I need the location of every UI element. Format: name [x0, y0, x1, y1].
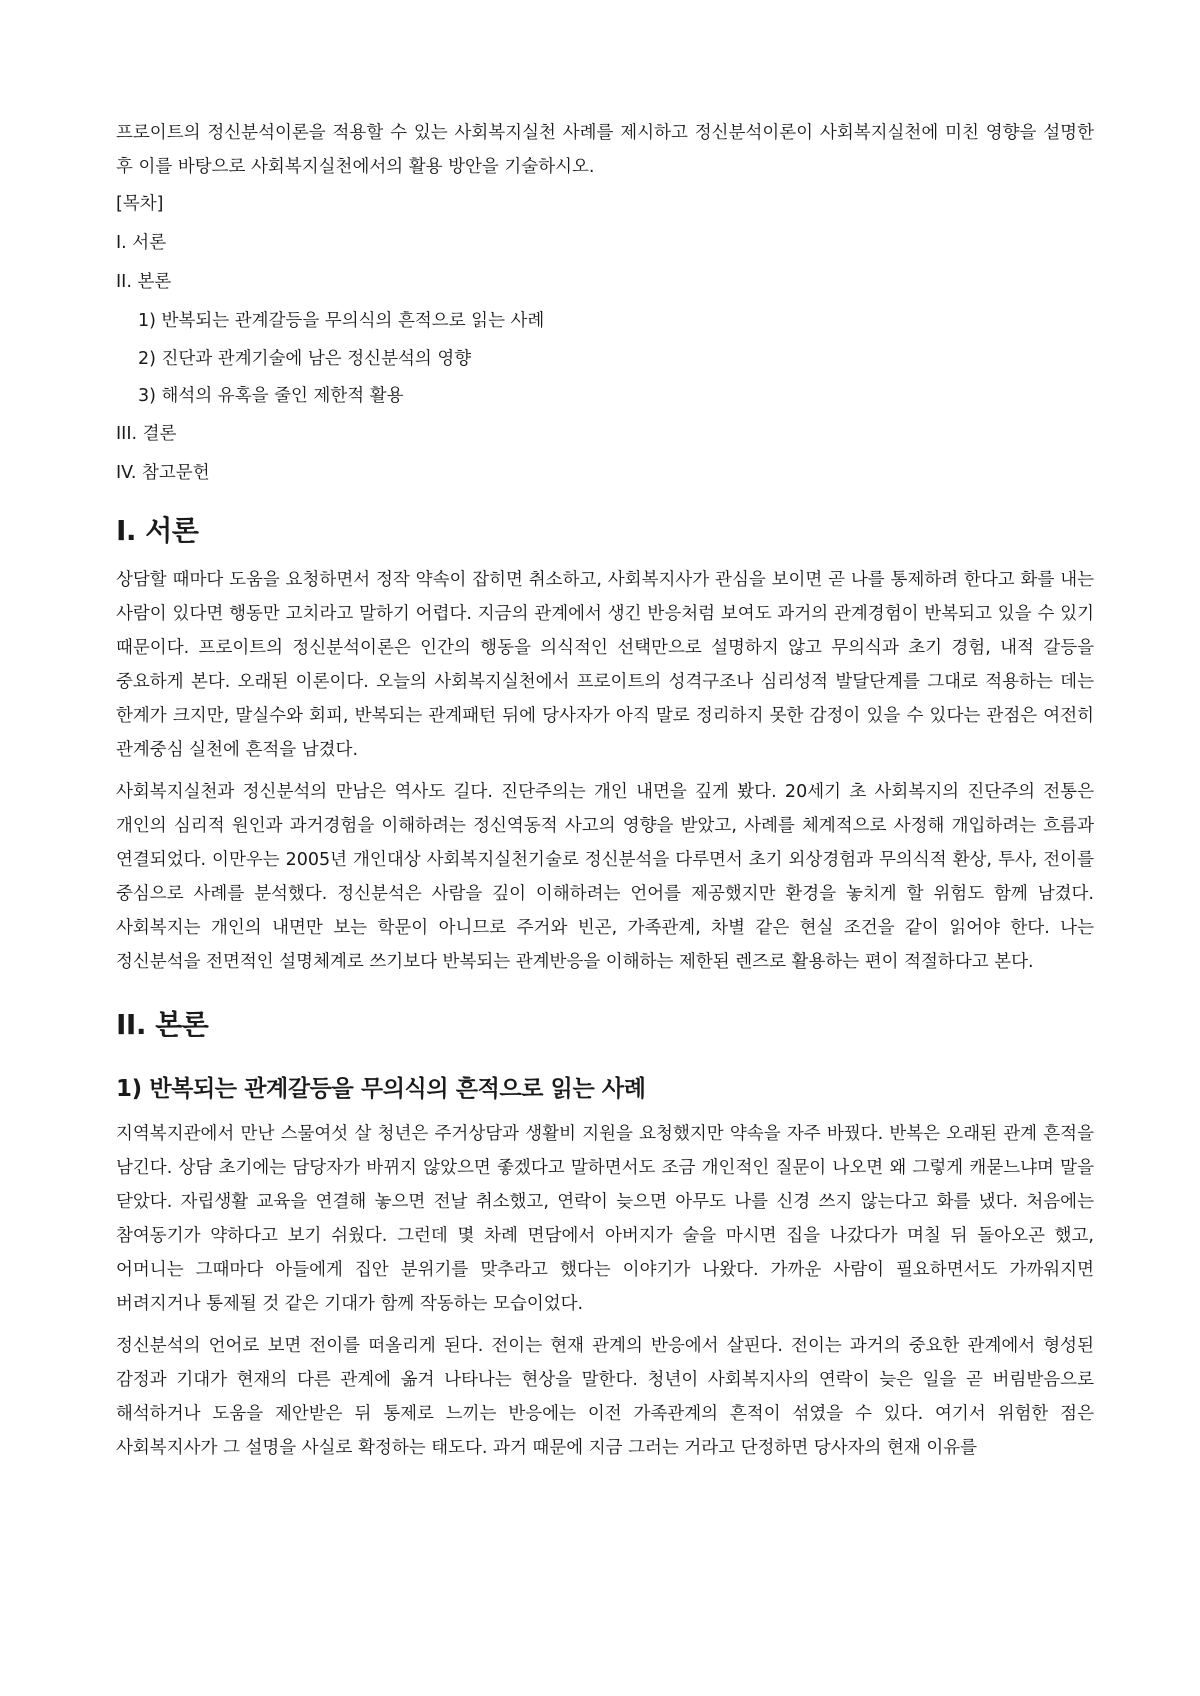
- section-1-paragraph: 정신분석의 언어로 보면 전이를 떠올리게 된다. 전이는 현재 관계의 반응에서 살핀다. 전이는 과거의 중요한 관계에서 형성된 감정과 기대가 현재의 다른 관계에 옮겨 나타나는 현상을 말한다. 청년이 사회복지사의 연락이 늦은 일을 곧 버림받음으로 해석하거나 도움을 제안받은 뒤 통제로 느끼는 반응에는 이전 가족관계의 흔적이 섞였을 수 있다. 여기서 위험한 점은 사회복지사가 그 설명을 사실로 확정하는 태도다. 과거 때문에 지금 그러는 거라고 단정하면 당사자의 현재 이유를: [116, 1335, 1094, 1458]
- toc-heading: [목차]: [116, 194, 164, 214]
- intro-paragraph: 사회복지실천과 정신분석의 만남은 역사도 길다. 진단주의는 개인 내면을 깊게 봤다. 20세기 초 사회복지의 진단주의 전통은 개인의 심리적 원인과 과거경험을 이해하려는 정신역동적 사고의 영향을 받았고, 사례를 체계적으로 사정해 개입하려는 흐름과 연결되었다. 이만우는 2005년 개인대상 사회복지실천기술로 정신분석을 다루면서 초기 외상경험과 무의식적 환상, 투사, 전이를 중심으로 사례를 분석했다. 정신분석은 사람을 깊이 이해하려는 언어를 제공했지만 환경을 놓치게 할 위험도 함께 남겼다. 사회복지는 개인의 내면만 보는 학문이 아니므로 주거와 빈곤, 가족관계, 차별 같은 현실 조건을 같이 읽어야 한다. 나는 정신분석을 전면적인 설명체계로 쓰기보다 반복되는 관계반응을 이해하는 제한된 렌즈로 활용하는 편이 적절하다고 본다.: [116, 781, 1094, 972]
- toc-item-intro: I. 서론: [116, 233, 167, 253]
- assignment-prompt: 프로이트의 정신분석이론을 적용할 수 있는 사회복지실천 사례를 제시하고 정신분석이론이 사회복지실천에 미친 영향을 설명한 후 이를 바탕으로 사회복지실천에서의 활용 방안을 기술하시오.: [116, 123, 1094, 177]
- toc-item-conclusion: III. 결론: [116, 423, 177, 444]
- intro-paragraph: 상담할 때마다 도움을 요청하면서 정작 약속이 잡히면 취소하고, 사회복지사가 관심을 보이면 곧 나를 통제하려 한다고 화를 내는 사람이 있다면 행동만 고치라고 말하기 어렵다. 지금의 관계에서 생긴 반응처럼 보여도 과거의 관계경험이 반복되고 있을 수 있기 때문이다. 프로이트의 정신분석이론은 인간의 행동을 의식적인 선택만으로 설명하지 않고 무의식과 초기 경험, 내적 갈등을 중요하게 본다. 오래된 이론이다. 오늘의 사회복지실천에서 프로이트의 성격구조나 심리성적 발달단계를 그대로 적용하는 데는 한계가 크지만, 말실수와 회피, 반복되는 관계패턴 뒤에 당사자가 아직 말로 정리하지 못한 감정이 있을 수 있다는 관점은 여전히 관계중심 실천에 흔적을 남겼다.: [116, 569, 1094, 760]
- table-of-contents: [116, 192, 1094, 485]
- document-page: [116, 116, 1094, 1473]
- body-heading: II. 본론: [116, 1007, 209, 1041]
- toc-subitem-2: 2) 진단과 관계기술에 남은 정신분석의 영향: [138, 348, 472, 369]
- intro-heading: I. 서론: [116, 513, 199, 547]
- toc-item-references: IV. 참고문헌: [116, 462, 210, 483]
- toc-subitem-3: 3) 해석의 유혹을 줄인 제한적 활용: [138, 386, 404, 406]
- section-1-paragraph: 지역복지관에서 만난 스물여섯 살 청년은 주거상담과 생활비 지원을 요청했지만 약속을 자주 바꿨다. 반복은 오래된 관계 흔적을 남긴다. 상담 초기에는 담당자가 바뀌지 않았으면 좋겠다고 말하면서도 조금 개인적인 질문이 나오면 왜 그렇게 캐묻느냐며 말을 닫았다. 자립생활 교육을 연결해 놓으면 전날 취소했고, 연락이 늦으면 아무도 나를 신경 쓰지 않는다고 화를 냈다. 처음에는 참여동기가 약하다고 보기 쉬웠다. 그런데 몇 차례 면담에서 아버지가 술을 마시면 집을 나갔다가 며칠 뒤 돌아오곤 했고, 어머니는 그때마다 아들에게 집안 분위기를 맞추라고 했다는 이야기가 나왔다. 가까운 사람이 필요하면서도 가까워지면 버려지거나 통제될 것 같은 기대가 함께 작동하는 모습이었다.: [116, 1123, 1094, 1314]
- toc-subitem-1: 1) 반복되는 관계갈등을 무의식의 흔적으로 읽는 사례: [138, 311, 545, 331]
- section-1-heading: 1) 반복되는 관계갈등을 무의식의 흔적으로 읽는 사례: [116, 1075, 646, 1102]
- toc-item-body: II. 본론: [116, 272, 172, 292]
